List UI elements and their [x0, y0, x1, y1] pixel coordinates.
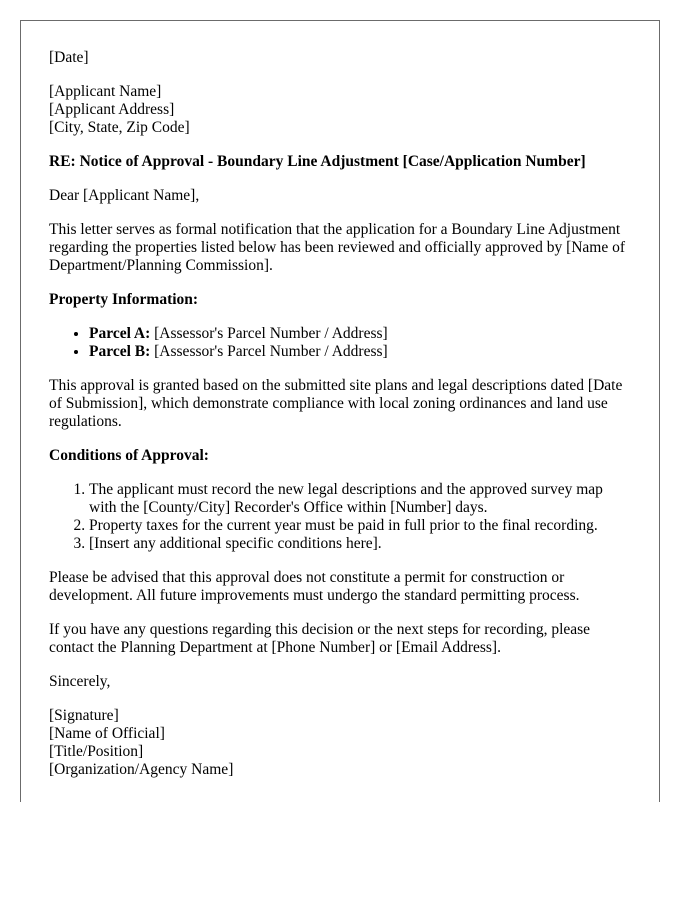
- list-item: 2. Property taxes for the current year must be paid in full prior to the final recording.: [89, 517, 631, 535]
- advisory-paragraph: [49, 569, 631, 605]
- applicant-name: [Applicant Name]: [49, 83, 162, 100]
- conditions-heading: Conditions of Approval:: [49, 447, 209, 464]
- parcel-value: [Assessor's Parcel Number / Address]: [150, 325, 388, 342]
- property-heading: Property Information:: [49, 291, 199, 308]
- conditions-list: [49, 481, 631, 553]
- letter-date: [Date]: [49, 49, 89, 66]
- list-item: [89, 325, 631, 343]
- official-name: [Name of Official]: [49, 725, 165, 742]
- intro-paragraph: [49, 221, 631, 275]
- list-item: 1. The applicant must record the new legal descriptions and the approved survey map with the [County/City] Recorder's Office within [Number] days.: [89, 481, 631, 517]
- list-item: [89, 343, 631, 361]
- parcel-value: [Assessor's Parcel Number / Address]: [150, 343, 388, 360]
- basis-paragraph: [49, 377, 631, 431]
- signature-block: [49, 707, 631, 779]
- subject-block: [49, 153, 631, 171]
- closing-block: [49, 673, 631, 691]
- advisory-text: Please be advised that this approval does not constitute a permit for construction or development. All future improvements must undergo the standard permitting process.: [49, 569, 580, 604]
- applicant-address: [Applicant Address]: [49, 101, 175, 118]
- basis-text: This approval is granted based on the submitted site plans and legal descriptions dated [Date of Submission], which demonstrate compliance with local zoning ordinances and land use regulations.: [49, 377, 623, 430]
- salutation-block: [49, 187, 631, 205]
- parcel-label: Parcel B:: [89, 343, 151, 360]
- signature-line: [Signature]: [49, 707, 119, 724]
- list-item: 3. [Insert any additional specific conditions here].: [89, 535, 631, 553]
- official-title: [Title/Position]: [49, 743, 144, 760]
- parcel-list: [49, 325, 631, 361]
- property-heading-block: [49, 291, 631, 309]
- letter-page: [20, 20, 660, 802]
- applicant-city-state-zip: [City, State, Zip Code]: [49, 119, 190, 136]
- date-block: [49, 49, 631, 67]
- salutation: Dear [Applicant Name],: [49, 187, 200, 204]
- intro-text: This letter serves as formal notification that the application for a Boundary Line Adjustment regarding the properties listed below has been reviewed and officially approved by [Name of Department/Planning Commission].: [49, 221, 626, 274]
- parcel-label: Parcel A:: [89, 325, 151, 342]
- contact-paragraph: [49, 621, 631, 657]
- contact-text: If you have any questions regarding this decision or the next steps for recording, please contact the Planning Department at [Phone Number] or [Email Address].: [49, 621, 591, 656]
- applicant-address-block: [49, 83, 631, 137]
- closing: Sincerely,: [49, 673, 111, 690]
- subject-line: RE: Notice of Approval - Boundary Line Adjustment [Case/Application Number]: [49, 153, 586, 170]
- organization-name: [Organization/Agency Name]: [49, 761, 234, 778]
- conditions-heading-block: [49, 447, 631, 465]
